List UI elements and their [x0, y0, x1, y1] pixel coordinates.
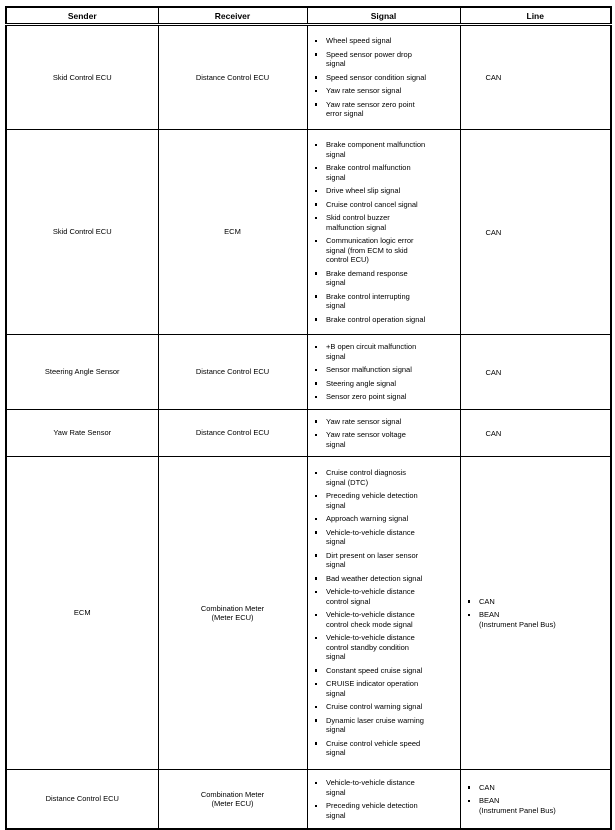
signal-item-line: Bad weather detection signal — [326, 573, 423, 583]
signal-item-text — [326, 417, 427, 427]
table-row — [6, 457, 611, 770]
signal-item-line: Yaw rate sensor voltage signal — [326, 430, 406, 449]
signal-item-line: Cruise control cancel signal — [326, 199, 418, 209]
sender-cell: Yaw Rate Sensor — [6, 410, 158, 457]
line-value: CAN — [485, 428, 502, 438]
square-bullet-icon — [315, 167, 318, 170]
signal-item — [315, 50, 460, 69]
square-bullet-icon — [315, 369, 318, 372]
line-list — [468, 783, 611, 816]
signal-item-text — [326, 315, 427, 325]
signal-item-text — [326, 574, 427, 584]
square-bullet-icon — [468, 800, 471, 803]
square-bullet-icon — [315, 346, 318, 349]
square-bullet-icon — [315, 396, 318, 399]
square-bullet-icon — [315, 203, 318, 206]
signal-item — [315, 36, 460, 46]
table-header — [6, 7, 611, 25]
signal-item-line: Cruise control diagnosis signal (DTC) — [326, 468, 407, 487]
signal-item-line: Vehicle-to-vehicle distance signal — [326, 778, 415, 797]
signal-item-text — [326, 739, 427, 758]
table-row — [6, 770, 611, 830]
signal-item — [315, 365, 460, 375]
signal-item-line: +B open circuit malfunction signal — [326, 342, 417, 361]
signal-item-text — [326, 100, 427, 119]
signal-item — [315, 379, 460, 389]
signal-item-text — [326, 528, 427, 547]
signal-list — [315, 468, 460, 758]
signal-item — [315, 587, 460, 606]
square-bullet-icon — [315, 669, 318, 672]
line-value: CAN — [485, 227, 502, 237]
receiver-cell — [158, 457, 307, 770]
square-bullet-icon — [315, 637, 318, 640]
signal-cell — [307, 335, 460, 410]
square-bullet-icon — [315, 272, 318, 275]
square-bullet-icon — [315, 706, 318, 709]
signal-item-text — [326, 36, 427, 46]
receiver-cell — [158, 410, 307, 457]
signal-item-line: Preceding vehicle detection signal — [326, 491, 418, 510]
square-bullet-icon — [468, 786, 471, 789]
signal-item-text — [326, 236, 427, 265]
signal-item — [315, 86, 460, 96]
line-item-text — [479, 783, 599, 793]
signal-item — [315, 269, 460, 288]
line-cell — [460, 25, 611, 130]
line-value: CAN — [485, 73, 502, 82]
square-bullet-icon — [315, 420, 318, 423]
signal-item — [315, 528, 460, 547]
signal-item — [315, 491, 460, 510]
signal-item — [315, 702, 460, 712]
signal-item-text — [326, 86, 427, 96]
signal-item-line: Communication logic error signal (from ECM to skid control ECU) — [326, 236, 414, 264]
signal-cell — [307, 770, 460, 830]
sender-cell: Skid Control ECU — [6, 25, 158, 130]
square-bullet-icon — [315, 318, 318, 321]
signal-item-text — [326, 186, 427, 196]
line-cell — [460, 410, 611, 457]
signal-item-text — [326, 514, 427, 524]
line-cell — [460, 457, 611, 770]
receiver-line: (Meter ECU) — [211, 799, 254, 808]
signal-list — [315, 36, 460, 119]
signal-item-line: Skid control buzzer malfunction signal — [326, 213, 390, 232]
signal-item — [315, 514, 460, 524]
table-row — [6, 130, 611, 335]
table-row — [6, 25, 611, 130]
square-bullet-icon — [315, 190, 318, 193]
signal-item-text — [326, 679, 427, 698]
signal-item — [315, 392, 460, 402]
line-item-line: (Instrument Panel Bus) — [479, 805, 556, 815]
signal-item-text — [326, 342, 427, 361]
line-item-line: (Instrument Panel Bus) — [479, 619, 556, 629]
square-bullet-icon — [315, 217, 318, 220]
signal-item-text — [326, 551, 427, 570]
signal-item-line: Sensor zero point signal — [326, 392, 407, 402]
square-bullet-icon — [315, 76, 318, 79]
signal-item-line: Brake component malfunction signal — [326, 140, 426, 159]
signal-item-line: Constant speed cruise signal — [326, 665, 423, 675]
column-header-signal: Signal — [307, 7, 460, 25]
line-item-line: CAN — [479, 596, 495, 606]
signal-item — [315, 679, 460, 698]
signal-item-line: Steering angle signal — [326, 378, 397, 388]
line-list — [468, 597, 611, 630]
signal-item-text — [326, 50, 427, 69]
line-item — [468, 796, 611, 815]
signal-item — [315, 186, 460, 196]
signal-item-text — [326, 633, 427, 662]
square-bullet-icon — [315, 240, 318, 243]
signal-item-line: Vehicle-to-vehicle distance control standby condition signal — [326, 633, 415, 662]
signal-cell — [307, 25, 460, 130]
sender-cell: Distance Control ECU — [6, 770, 158, 830]
signal-item — [315, 633, 460, 662]
square-bullet-icon — [315, 554, 318, 557]
signal-item-text — [326, 610, 427, 629]
signal-item-line: Yaw rate sensor signal — [326, 86, 402, 96]
signal-item-line: Preceding vehicle detection signal — [326, 801, 418, 820]
signal-item — [315, 778, 460, 797]
signal-item-text — [326, 200, 427, 210]
receiver-cell — [158, 335, 307, 410]
table-row — [6, 335, 611, 410]
signal-item-text — [326, 801, 427, 820]
signal-item — [315, 468, 460, 487]
receiver-line: Distance Control ECU — [195, 367, 270, 377]
signal-item-line: Wheel speed signal — [326, 36, 392, 46]
square-bullet-icon — [315, 382, 318, 385]
signal-item-line: Vehicle-to-vehicle distance signal — [326, 527, 415, 547]
signal-item-line: Cruise control warning signal — [326, 702, 423, 712]
receiver-cell — [158, 130, 307, 335]
signal-item — [315, 292, 460, 311]
signal-table-body — [6, 25, 611, 830]
line-cell — [460, 335, 611, 410]
line-cell — [460, 130, 611, 335]
column-header-line: Line — [460, 7, 611, 25]
line-item-line: BEAN — [479, 610, 500, 620]
signal-item-text — [326, 666, 427, 676]
signal-item-text — [326, 163, 427, 182]
line-item-text — [479, 610, 599, 629]
signal-item-text — [326, 491, 427, 510]
line-value: CAN — [485, 367, 502, 377]
signal-item — [315, 236, 460, 265]
signal-item-text — [326, 365, 427, 375]
signal-item-text — [326, 778, 427, 797]
square-bullet-icon — [468, 614, 471, 617]
square-bullet-icon — [315, 518, 318, 521]
signal-item — [315, 100, 460, 119]
signal-item — [315, 73, 460, 83]
signal-item-line: Speed sensor power drop signal — [326, 49, 412, 69]
line-cell — [460, 770, 611, 830]
receiver-line: ECM — [224, 227, 241, 237]
signal-item-line: Speed sensor condition signal — [326, 72, 427, 82]
square-bullet-icon — [315, 683, 318, 686]
sender-cell: ECM — [6, 457, 158, 770]
signal-item-line: Yaw rate sensor signal — [326, 416, 402, 426]
sender-cell: Steering Angle Sensor — [6, 335, 158, 410]
signal-item-text — [326, 716, 427, 735]
signal-item — [315, 716, 460, 735]
square-bullet-icon — [315, 295, 318, 298]
signal-item — [315, 610, 460, 629]
signal-item-line: Brake control operation signal — [326, 314, 426, 324]
line-item-line: CAN — [479, 782, 495, 792]
signal-item-text — [326, 73, 427, 83]
square-bullet-icon — [315, 90, 318, 93]
signal-item-text — [326, 702, 427, 712]
square-bullet-icon — [315, 40, 318, 43]
square-bullet-icon — [315, 472, 318, 475]
signal-item — [315, 213, 460, 232]
signal-item-text — [326, 430, 427, 449]
square-bullet-icon — [315, 495, 318, 498]
line-item — [468, 610, 611, 629]
signal-item-line: Cruise control vehicle speed signal — [326, 738, 421, 758]
signal-item-line: Brake control malfunction signal — [326, 163, 411, 182]
square-bullet-icon — [315, 577, 318, 580]
signal-list — [315, 417, 460, 450]
signal-item-text — [326, 292, 427, 311]
signal-item — [315, 140, 460, 159]
signal-item-line: Yaw rate sensor zero point error signal — [326, 99, 415, 119]
signal-item-text — [326, 213, 427, 232]
line-item — [468, 783, 611, 793]
square-bullet-icon — [315, 53, 318, 56]
signal-item-text — [326, 269, 427, 288]
signal-cell — [307, 130, 460, 335]
signal-item-text — [326, 140, 427, 159]
signal-item-line: Drive wheel slip signal — [326, 186, 401, 195]
signal-item — [315, 342, 460, 361]
signal-item-line: Vehicle-to-vehicle distance control check mode signal — [326, 610, 415, 629]
receiver-line: Distance Control ECU — [195, 72, 270, 82]
signal-item — [315, 551, 460, 570]
receiver-line: (Meter ECU) — [211, 613, 254, 622]
signal-item — [315, 574, 460, 584]
signal-list — [315, 342, 460, 402]
square-bullet-icon — [315, 434, 318, 437]
signal-cell — [307, 457, 460, 770]
column-header-receiver: Receiver — [158, 7, 307, 25]
signal-item — [315, 739, 460, 758]
signal-item-text — [326, 468, 427, 487]
receiver-cell — [158, 25, 307, 130]
signal-item — [315, 430, 460, 449]
signal-item-line: Brake control interrupting signal — [326, 291, 410, 310]
line-item — [468, 597, 611, 607]
signal-item — [315, 315, 460, 325]
signal-item — [315, 417, 460, 427]
square-bullet-icon — [315, 614, 318, 617]
receiver-line: Combination Meter — [200, 789, 265, 799]
signal-item — [315, 666, 460, 676]
line-item-line: BEAN — [479, 796, 500, 806]
signal-item — [315, 200, 460, 210]
square-bullet-icon — [315, 144, 318, 147]
square-bullet-icon — [315, 805, 318, 808]
signal-item-line: Vehicle-to-vehicle distance control signal — [326, 587, 415, 606]
signal-item — [315, 801, 460, 820]
signal-item-text — [326, 379, 427, 389]
signal-item-line: Sensor malfunction signal — [326, 365, 412, 375]
signal-item-line: Dirt present on laser sensor signal — [326, 550, 419, 570]
line-item-text — [479, 796, 599, 815]
square-bullet-icon — [468, 600, 471, 603]
column-header-sender: Sender — [6, 7, 158, 25]
signal-item-line: Approach warning signal — [326, 514, 409, 524]
square-bullet-icon — [315, 531, 318, 534]
square-bullet-icon — [315, 742, 318, 745]
signal-list — [315, 140, 460, 324]
signal-item — [315, 163, 460, 182]
table-row — [6, 410, 611, 457]
signal-table — [5, 6, 612, 830]
signal-item-line: Brake demand response signal — [326, 268, 408, 287]
signal-item-line: CRUISE indicator operation signal — [326, 679, 419, 698]
square-bullet-icon — [315, 103, 318, 106]
signal-item-text — [326, 392, 427, 402]
signal-cell — [307, 410, 460, 457]
receiver-line: Distance Control ECU — [195, 428, 270, 438]
signal-item-text — [326, 587, 427, 606]
sender-cell: Skid Control ECU — [6, 130, 158, 335]
signal-item-line: Dynamic laser cruise warning signal — [326, 715, 424, 735]
signal-list — [315, 778, 460, 820]
line-item-text — [479, 597, 599, 607]
receiver-cell — [158, 770, 307, 830]
receiver-line: Combination Meter — [200, 603, 265, 613]
square-bullet-icon — [315, 591, 318, 594]
header-row — [6, 7, 611, 25]
square-bullet-icon — [315, 719, 318, 722]
